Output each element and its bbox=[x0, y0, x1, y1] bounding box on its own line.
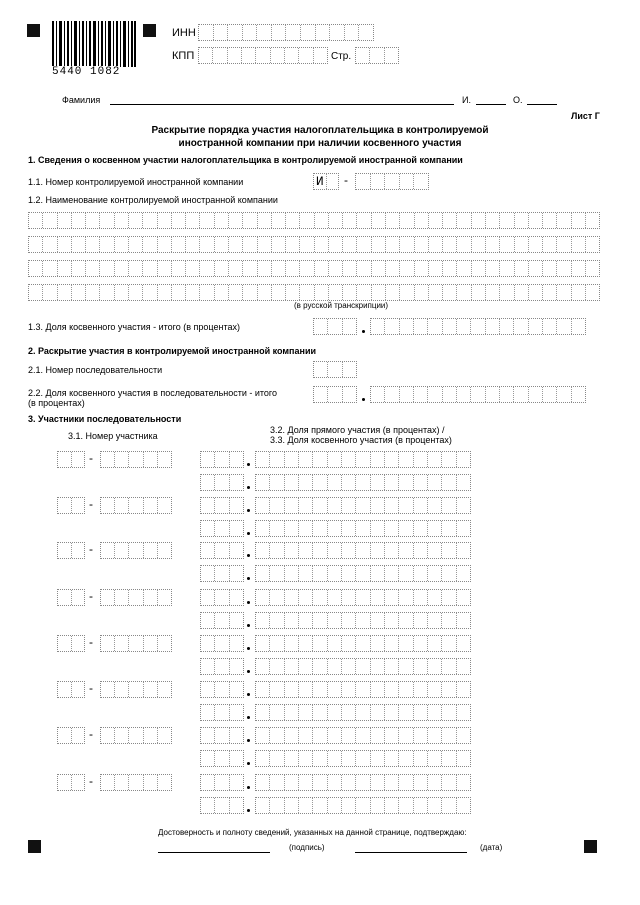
page-title-line2: иностранной компании при наличии косвенного участия bbox=[178, 138, 462, 149]
f2-2-fraction-cells[interactable] bbox=[370, 386, 586, 403]
company-name-row[interactable] bbox=[28, 260, 600, 277]
participant-number-cells[interactable] bbox=[100, 589, 172, 606]
share-decimal-point bbox=[247, 554, 250, 557]
share-decimal-point bbox=[247, 809, 250, 812]
share-fraction-cells[interactable] bbox=[255, 474, 471, 491]
share-decimal-point bbox=[247, 762, 250, 765]
participant-number-cells[interactable] bbox=[100, 451, 172, 468]
share-fraction-cells[interactable] bbox=[255, 612, 471, 629]
participant-prefix-cells[interactable] bbox=[57, 774, 85, 791]
section3-heading: 3. Участники последовательности bbox=[28, 414, 182, 424]
page-number-cells[interactable] bbox=[355, 47, 399, 64]
share-integer-cells[interactable] bbox=[200, 451, 244, 468]
f1-3-decimal-point bbox=[362, 330, 365, 333]
f2-2-integer-cells[interactable] bbox=[313, 386, 357, 403]
share-fraction-cells[interactable] bbox=[255, 658, 471, 675]
share-decimal-point bbox=[247, 647, 250, 650]
page-label: Стр. bbox=[331, 51, 352, 62]
share-fraction-cells[interactable] bbox=[255, 774, 471, 791]
share-decimal-point bbox=[247, 463, 250, 466]
inn-cells[interactable] bbox=[198, 24, 374, 41]
col1-label: 3.1. Номер участника bbox=[68, 431, 158, 441]
company-name-row[interactable] bbox=[28, 236, 600, 253]
share-decimal-point bbox=[247, 486, 250, 489]
share-integer-cells[interactable] bbox=[200, 474, 244, 491]
participant-dash: - bbox=[89, 542, 93, 556]
participant-prefix-cells[interactable] bbox=[57, 451, 85, 468]
sheet-label: Лист Г bbox=[571, 111, 600, 121]
share-fraction-cells[interactable] bbox=[255, 797, 471, 814]
participant-dash: - bbox=[89, 635, 93, 649]
share-decimal-point bbox=[247, 601, 250, 604]
registration-marker-top-left bbox=[27, 24, 40, 37]
share-fraction-cells[interactable] bbox=[255, 681, 471, 698]
f1-1-prefix: И bbox=[314, 174, 327, 189]
f1-3-label: 1.3. Доля косвенного участия - итого (в процентах) bbox=[28, 322, 240, 332]
share-fraction-cells[interactable] bbox=[255, 542, 471, 559]
share-fraction-cells[interactable] bbox=[255, 589, 471, 606]
date-label: (дата) bbox=[480, 843, 503, 852]
share-integer-cells[interactable] bbox=[200, 612, 244, 629]
initial-middle-line[interactable] bbox=[527, 104, 557, 105]
inn-label: ИНН bbox=[172, 27, 196, 39]
col2-label-line1: 3.2. Доля прямого участия (в процентах) / bbox=[270, 425, 445, 435]
share-integer-cells[interactable] bbox=[200, 658, 244, 675]
kpp-cells[interactable] bbox=[198, 47, 328, 64]
f2-2-decimal-point bbox=[362, 398, 365, 401]
f2-2-label-line2: (в процентах) bbox=[28, 398, 85, 408]
date-line[interactable] bbox=[355, 852, 467, 853]
participant-dash: - bbox=[89, 774, 93, 788]
share-decimal-point bbox=[247, 624, 250, 627]
participant-prefix-cells[interactable] bbox=[57, 635, 85, 652]
transcription-note: (в русской транскрипции) bbox=[294, 301, 389, 310]
participant-number-cells[interactable] bbox=[100, 727, 172, 744]
share-decimal-point bbox=[247, 509, 250, 512]
share-decimal-point bbox=[247, 739, 250, 742]
participant-dash: - bbox=[89, 681, 93, 695]
participant-number-cells[interactable] bbox=[100, 497, 172, 514]
company-name-row[interactable] bbox=[28, 212, 600, 229]
share-integer-cells[interactable] bbox=[200, 635, 244, 652]
share-integer-cells[interactable] bbox=[200, 589, 244, 606]
participant-dash: - bbox=[89, 451, 93, 465]
company-name-row[interactable] bbox=[28, 284, 600, 301]
share-fraction-cells[interactable] bbox=[255, 565, 471, 582]
f2-2-label-line1: 2.2. Доля косвенного участия в последовательности - итого bbox=[28, 388, 278, 398]
share-integer-cells[interactable] bbox=[200, 565, 244, 582]
share-fraction-cells[interactable] bbox=[255, 635, 471, 652]
f2-1-label: 2.1. Номер последовательности bbox=[28, 365, 163, 375]
share-fraction-cells[interactable] bbox=[255, 497, 471, 514]
participant-prefix-cells[interactable] bbox=[57, 681, 85, 698]
share-fraction-cells[interactable] bbox=[255, 704, 471, 721]
participant-number-cells[interactable] bbox=[100, 681, 172, 698]
section1-heading: 1. Сведения о косвенном участии налогоплательщика в контролируемой иностранной компании bbox=[28, 155, 463, 165]
share-decimal-point bbox=[247, 693, 250, 696]
f1-1-dash: - bbox=[344, 173, 348, 187]
barcode-number: 5440 1082 bbox=[52, 66, 121, 78]
initial-first-label: И. bbox=[462, 95, 471, 105]
surname-label: Фамилия bbox=[62, 95, 101, 105]
share-integer-cells[interactable] bbox=[200, 750, 244, 767]
f2-1-cells[interactable] bbox=[313, 361, 357, 378]
page-title bbox=[0, 124, 640, 150]
f1-1-label: 1.1. Номер контролируемой иностранной компании bbox=[28, 177, 244, 187]
registration-marker-top-right bbox=[143, 24, 156, 37]
share-integer-cells[interactable] bbox=[200, 542, 244, 559]
share-integer-cells[interactable] bbox=[200, 520, 244, 537]
share-decimal-point bbox=[247, 786, 250, 789]
share-decimal-point bbox=[247, 577, 250, 580]
initial-first-line[interactable] bbox=[476, 104, 506, 105]
share-integer-cells[interactable] bbox=[200, 797, 244, 814]
participant-dash: - bbox=[89, 497, 93, 511]
signature-line[interactable] bbox=[158, 852, 270, 853]
page-title-line1: Раскрытие порядка участия налогоплательщика в контролируемой bbox=[151, 125, 489, 136]
share-fraction-cells[interactable] bbox=[255, 727, 471, 744]
share-decimal-point bbox=[247, 532, 250, 535]
footer-confirm-text: Достоверность и полноту сведений, указанных на данной странице, подтверждаю: bbox=[158, 828, 467, 837]
registration-marker-bottom-right bbox=[584, 840, 597, 853]
f1-1-prefix-cells[interactable] bbox=[313, 173, 339, 190]
share-fraction-cells[interactable] bbox=[255, 520, 471, 537]
barcode-image bbox=[52, 21, 136, 67]
participant-dash: - bbox=[89, 727, 93, 741]
share-integer-cells[interactable] bbox=[200, 704, 244, 721]
share-fraction-cells[interactable] bbox=[255, 451, 471, 468]
participant-number-cells[interactable] bbox=[100, 542, 172, 559]
f1-1-number-cells[interactable] bbox=[355, 173, 429, 190]
participant-prefix-cells[interactable] bbox=[57, 497, 85, 514]
share-integer-cells[interactable] bbox=[200, 727, 244, 744]
section2-heading: 2. Раскрытие участия в контролируемой иностранной компании bbox=[28, 346, 317, 356]
participant-prefix-cells[interactable] bbox=[57, 589, 85, 606]
share-integer-cells[interactable] bbox=[200, 774, 244, 791]
f1-3-integer-cells[interactable] bbox=[313, 318, 357, 335]
participant-prefix-cells[interactable] bbox=[57, 542, 85, 559]
share-fraction-cells[interactable] bbox=[255, 750, 471, 767]
participant-number-cells[interactable] bbox=[100, 635, 172, 652]
share-integer-cells[interactable] bbox=[200, 497, 244, 514]
share-integer-cells[interactable] bbox=[200, 681, 244, 698]
signature-label: (подпись) bbox=[289, 843, 325, 852]
initial-middle-label: О. bbox=[513, 95, 523, 105]
col2-label-line2: 3.3. Доля косвенного участия (в процентах) bbox=[270, 435, 452, 445]
participant-prefix-cells[interactable] bbox=[57, 727, 85, 744]
surname-line[interactable] bbox=[110, 104, 454, 105]
share-decimal-point bbox=[247, 670, 250, 673]
f1-2-label: 1.2. Наименование контролируемой иностранной компании bbox=[28, 195, 278, 205]
participant-dash: - bbox=[89, 589, 93, 603]
f1-3-fraction-cells[interactable] bbox=[370, 318, 586, 335]
registration-marker-bottom-left bbox=[28, 840, 41, 853]
kpp-label: КПП bbox=[172, 50, 195, 62]
share-decimal-point bbox=[247, 716, 250, 719]
participant-number-cells[interactable] bbox=[100, 774, 172, 791]
